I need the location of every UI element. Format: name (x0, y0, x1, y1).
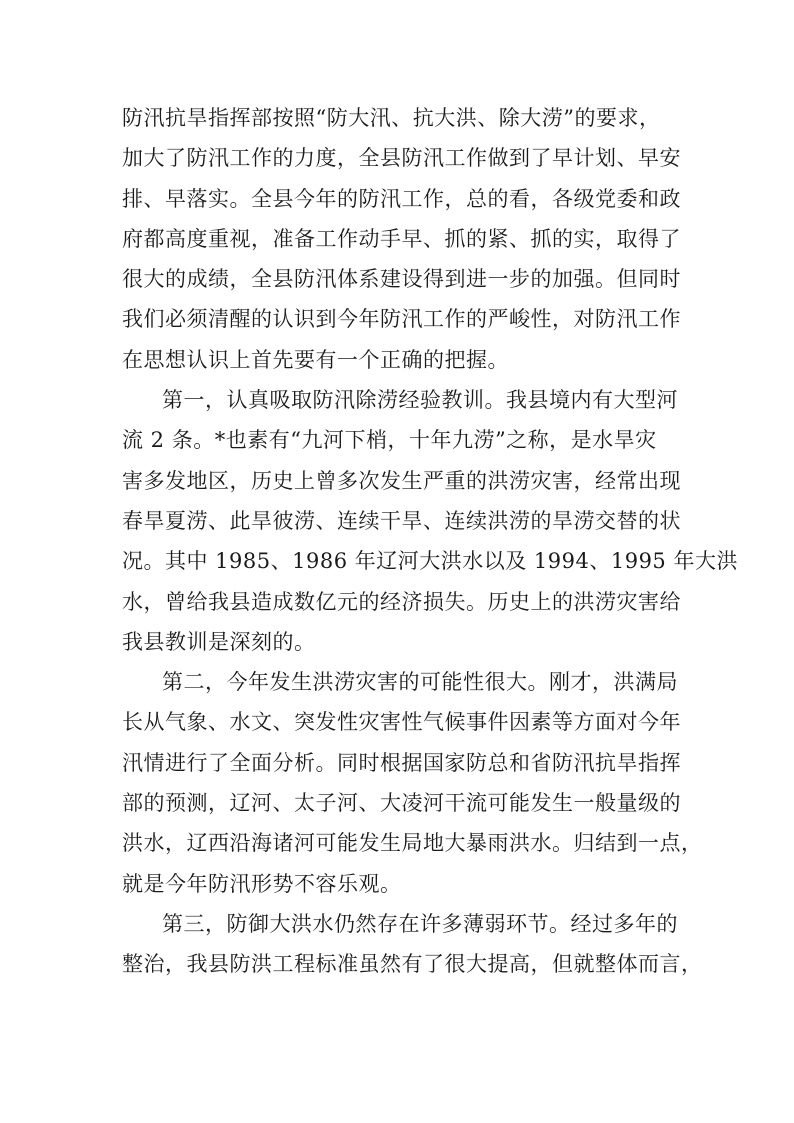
text-line: 我们必须清醒的认识到今年防汛工作的严峻性，对防汛工作 (122, 307, 681, 332)
paragraph-first (122, 380, 738, 662)
text-line: 就是今年防汛形势不容乐观。 (122, 871, 402, 896)
text-line: 洪水，辽西沿海诸河可能发生局地大暴雨洪水。归结到一点， (122, 831, 703, 856)
text-line: 在思想认识上首先要有一个正确的把握。 (122, 347, 509, 372)
text-line: 加大了防汛工作的力度，全县防汛工作做到了早计划、早安 (122, 146, 681, 171)
text-line: 长从气象、水文、突发性灾害性气候事件因素等方面对今年 (122, 710, 681, 735)
text-line: 流 2 条。*也素有“九河下梢，十年九涝”之称，是水旱灾 (122, 428, 657, 453)
text-line: 整治，我县防洪工程标准虽然有了很大提高，但就整体而言， (122, 952, 703, 977)
text-line: 排、早落实。全县今年的防汛工作，总的看，各级党委和政 (122, 186, 681, 211)
text-line: 况。其中 1985、1986 年辽河大洪水以及 1994、1995 年大洪 (122, 549, 738, 574)
text-line: 汛情进行了全面分析。同时根据国家防总和省防汛抗旱指挥 (122, 750, 681, 775)
text-line: 春旱夏涝、此旱彼涝、连续干旱、连续洪涝的旱涝交替的状 (122, 508, 681, 533)
text-line: 防汛抗旱指挥部按照“防大汛、抗大洪、除大涝”的要求， (122, 106, 661, 130)
text-line: 第二，今年发生洪涝灾害的可能性很大。刚才，洪满局 (162, 670, 678, 695)
text-line: 水，曾给我县造成数亿元的经济损失。历史上的洪涝灾害给 (122, 589, 681, 614)
text-line: 第一，认真吸取防汛除涝经验教训。我县境内有大型河 (162, 388, 678, 413)
text-line: 我县教训是深刻的。 (122, 629, 316, 654)
text-line: 第三，防御大洪水仍然存在许多薄弱环节。经过多年的 (162, 911, 678, 936)
paragraph-third (122, 904, 703, 985)
text-line: 很大的成绩，全县防汛体系建设得到进一步的加强。但同时 (122, 267, 681, 292)
paragraph-second (122, 662, 703, 904)
text-line: 府都高度重视，准备工作动手早、抓的紧、抓的实，取得了 (122, 226, 681, 251)
document-body (122, 98, 738, 985)
paragraph-intro (122, 98, 681, 380)
text-line: 害多发地区，历史上曾多次发生严重的洪涝灾害，经常出现 (122, 468, 681, 493)
text-line: 部的预测，辽河、太子河、大凌河干流可能发生一般量级的 (122, 791, 681, 816)
